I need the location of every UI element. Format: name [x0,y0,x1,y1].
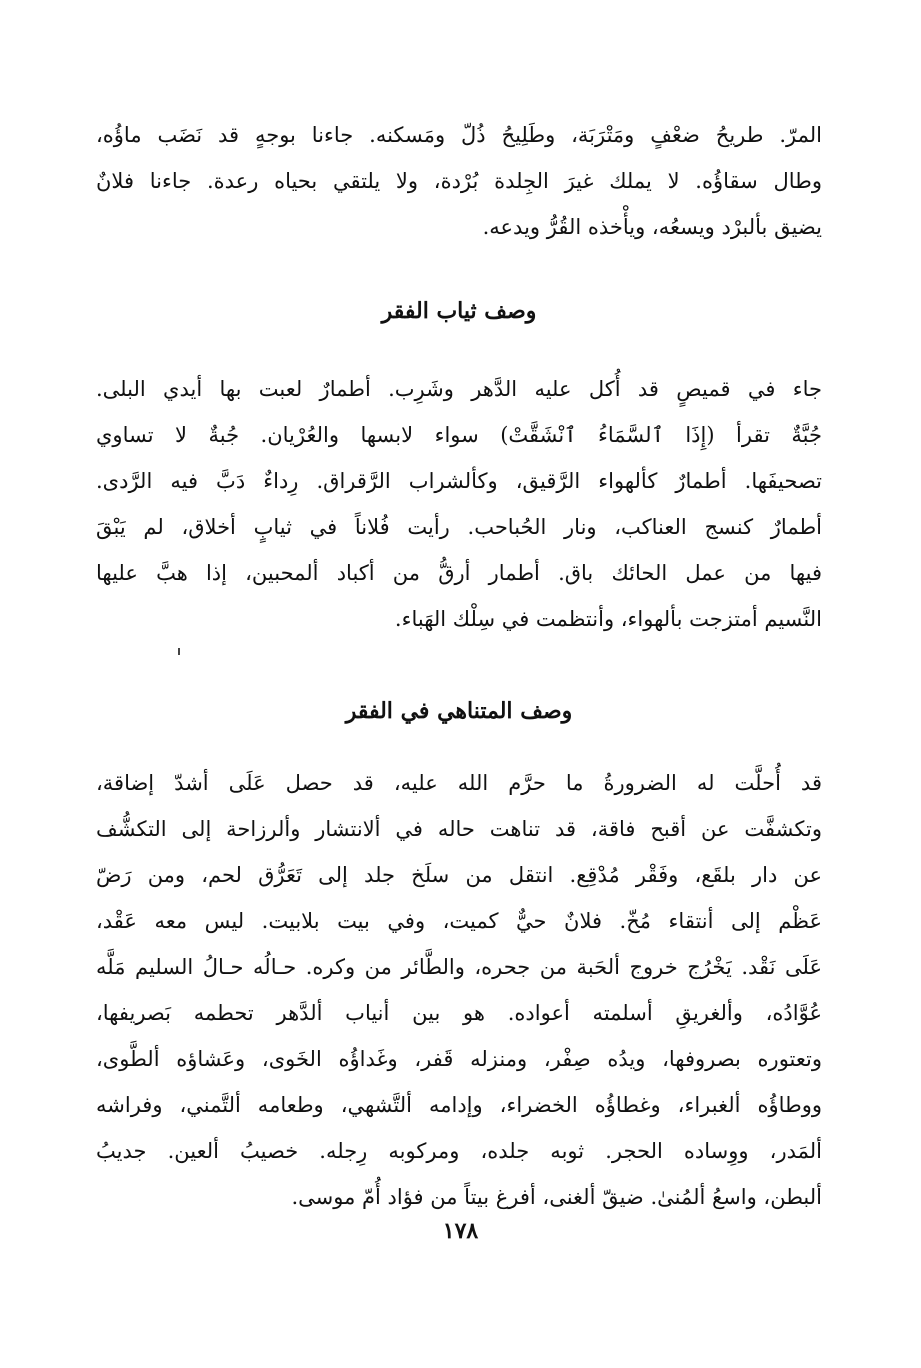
text-line: عَظْم إلى أنتقاء مُخّ. فلانٌ حيٌّ كميت، وفي بيت بلابيت. ليس معه عَقْد، [96,909,822,933]
page-number: ١٧٨ [442,1218,479,1244]
section-heading-poverty-clothes: وصف ثياب الفقر [381,298,537,324]
section2-paragraph [96,760,822,1220]
print-speck [178,648,180,655]
text-line: جاء في قميصٍ قد أُكل عليه الدَّهر وشَرِب. أطمارٌ لعبت بها أيدي البلى. [96,377,822,401]
text-line: يضيق بألبرْد ويسعُه، ويأْخذه القُرُّ ويدعه. [482,215,822,239]
text-line: وتعتوره بصروفها، ويدُه صِفْر، ومنزله قَفر، وغَداؤُه الخَوى، وعَشاؤه ألطَّوى، [96,1047,822,1071]
section-heading-extreme-poverty: وصف المتناهي في الفقر [345,698,573,724]
text-line: عَلَى نَقْد. يَخْرُج خروج ألحَبة من جحره، والطَّائر من وكره. حـالُه حـالُ السليم مَلَّه [96,955,822,979]
text-line: عُوَّادُه، وألغريقِ أسلمته أعواده. هو بين أنياب ألدَّهر تحطمه بَصريفها، [96,1001,822,1025]
text-line: ألمَدر، ووِساده الحجر. ثوبه جلده، ومركوبه رِجله. خصيبُ ألعين. جديبُ [96,1139,822,1163]
text-line: تصحيفَها. أطمارٌ كألهواء الرَّقيق، وكألشراب الرَّقراق. رِداءٌ دَبَّ فيه الرَّدى. [96,469,822,493]
text-line: أطمارٌ كنسج العناكب، ونار الحُباحب. رأيت فُلاناً في ثيابٍ أخلاق، لم يَبْقَ [96,515,822,539]
text-line: المرّ. طريحُ ضعْفٍ ومَتْرَبَة، وطَلِيحُ ذُلّ ومَسكنه. جاءنا بوجهٍ قد نَضَب ماؤُه، [96,123,822,147]
text-line: وتكشفَّت عن أقبح فاقة، قد تناهت حاله في ألانتشار وألرزاحة إلى التكشُّف [96,817,822,841]
text-line: فيها من عمل الحائك باق. أطمار أرقُّ من أكباد ألمحبين، إذا هبَّ عليها [96,561,822,585]
text-line: عن دار بلقَع، وفَقْر مُدْقِع. انتقل من سلَخ جلد إلى تَعَرُّق لحم، ومن رَضّ [96,863,822,887]
text-line: النَّسيم أمتزجت بألهواء، وأنتظمت في سِلْك الهَباء. [394,607,822,631]
text-line: ألبطن، واسعُ ألمُنىٰ. ضيقّ ألغنى، أفرغ بيتاً من فؤاد أُمّ موسى. [291,1185,822,1209]
page-body [96,112,822,1220]
text-line: جُبَّةٌ تقرأ (إِذَا ٱلسَّمَاءُ ٱنْشَقَّتْ) سواء لابسها والعُرْيان. جُبةٌ لا تساوي [96,423,822,447]
text-line: وطال سقاؤُه. لا يملك غيرَ الجِلدة بُرْدة، ولا يلتقي بحياه رعدة. جاءنا فلانٌ [96,169,822,193]
text-line: ووطاؤُه ألغبراء، وغطاؤُه الخضراء، وإدامه ألتَّشهي، وطعامه ألتَّمني، وفراشه [96,1093,822,1117]
text-line: قد أُحلَّت له الضرورةُ ما حرَّم الله عليه، قد حصل عَلَى أشدّ إضاقة، [96,771,822,795]
section1-paragraph [96,366,822,642]
intro-paragraph [96,112,822,250]
